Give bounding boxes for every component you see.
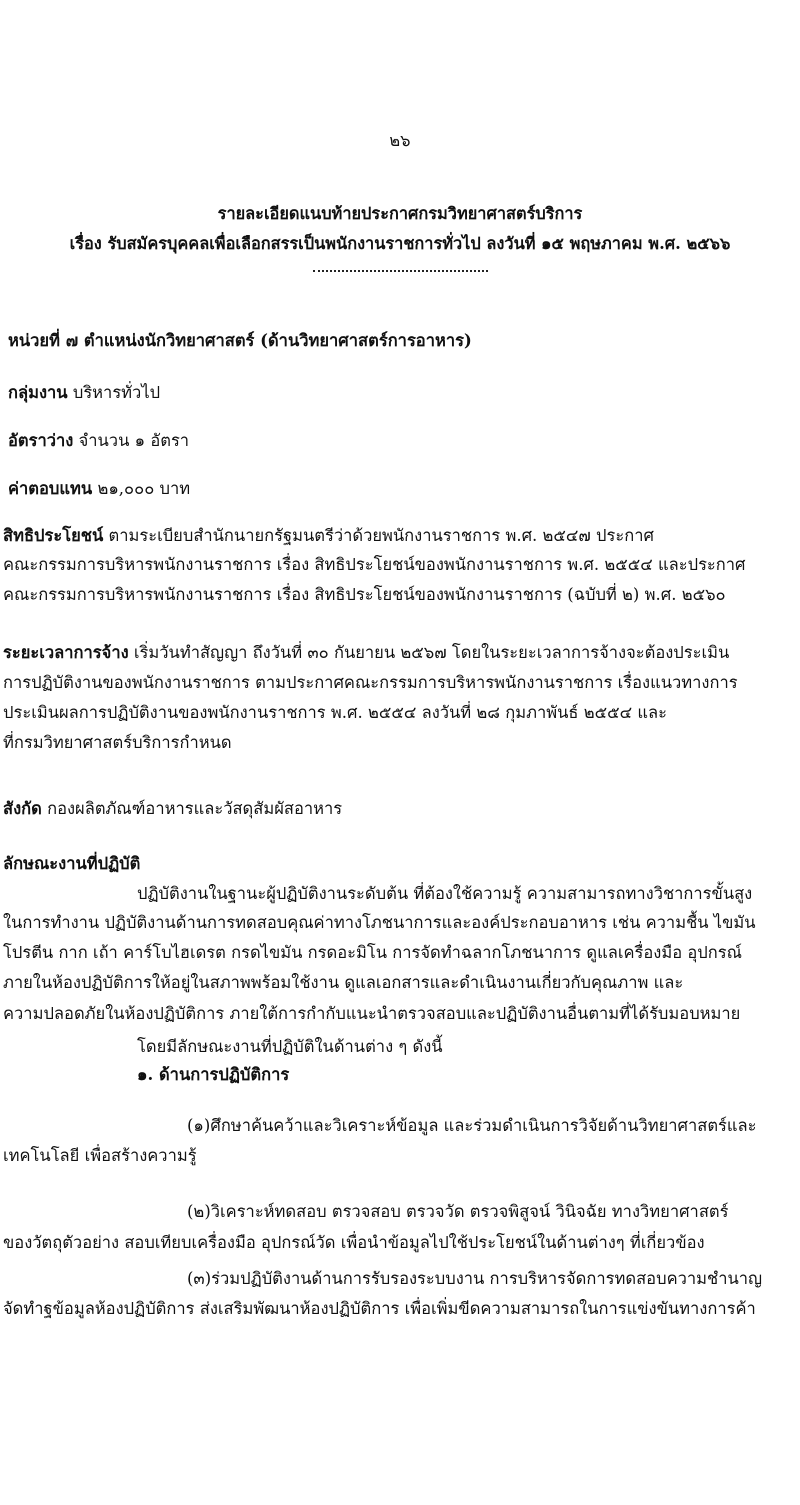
vacancy-label: อัตราว่าง	[8, 431, 74, 450]
affiliation	[3, 798, 342, 820]
work-group-label: กลุ่มงาน	[8, 383, 68, 402]
section-1-heading: ๑. ด้านการปฏิบัติการ	[137, 1065, 290, 1084]
period-line-2: การปฏิบัติงานของพนักงานราชการ ตามประกาศคณะกรรมการบริหารพนักงานราชการ เรื่องแนวทางการ	[3, 673, 738, 692]
item-3-line-1: (๓)ร่วมปฏิบัติงานด้านการรับรองระบบงาน การบริหารจัดการทดสอบความชำนาญ	[187, 1269, 763, 1288]
period-line-1	[3, 642, 729, 664]
item-1-line-2: เทคโนโลยี เพื่อสร้างความรู้	[3, 1146, 197, 1165]
salary-label: ค่าตอบแทน	[8, 479, 93, 498]
salary-value: ๒๑,๐๐๐ บาท	[97, 479, 191, 498]
unit-heading: หน่วยที่ ๗ ตำแหน่งนักวิทยาศาสตร์ (ด้านวิทยาศาสตร์การอาหาร)	[8, 331, 472, 350]
job-paragraph-line-2: ในการทำงาน ปฏิบัติงานด้านการทดสอบคุณค่าทางโภชนาการและองค์ประกอบอาหาร เช่น ความชื้น ไขมัน	[3, 913, 756, 932]
vacancy	[8, 430, 189, 452]
item-1-line-1: (๑)ศึกษาค้นคว้าและวิเคราะห์ข้อมูล และร่วมดำเนินการวิจัยด้านวิทยาศาสตร์และ	[187, 1116, 757, 1135]
benefits-line-3: คณะกรรมการบริหารพนักงานราชการ เรื่อง สิทธิประโยชน์ของพนักงานราชการ (ฉบับที่ ๒) พ.ศ. ๒๕๖๐	[3, 585, 726, 604]
item-2-line-1: (๒)วิเคราะห์ทดสอบ ตรวจสอบ ตรวจวัด ตรวจพิสูจน์ วินิจฉัย ทางวิทยาศาสตร์	[187, 1202, 729, 1221]
salary	[8, 478, 190, 500]
benefits-line-1	[3, 525, 654, 547]
item-3-line-2: จัดทำฐข้อมูลห้องปฏิบัติการ ส่งเสริมพัฒนาห้องปฏิบัติการ เพื่อเพิ่มขีดความสามารถในการแข่งขันทางการค้า	[3, 1299, 756, 1318]
job-heading: ลักษณะงานที่ปฏิบัติ	[3, 854, 141, 873]
benefits-line-2: คณะกรรมการบริหารพนักงานราชการ เรื่อง สิทธิประโยชน์ของพนักงานราชการ พ.ศ. ๒๕๕๔ และประกาศ	[3, 555, 746, 574]
job-paragraph-line-3: โปรตีน กาก เถ้า คาร์โบไฮเดรต กรดไขมัน กรดอะมิโน การจัดทำฉลากโภชนาการ ดูแลเครื่องมือ อุปกรณ์	[3, 943, 742, 962]
affiliation-label: สังกัด	[3, 799, 42, 818]
work-group	[8, 382, 160, 404]
vacancy-value: จำนวน ๑ อัตรา	[78, 431, 190, 450]
job-intro: โดยมีลักษณะงานที่ปฏิบัติในด้านต่าง ๆ ดังนี้	[137, 1037, 443, 1056]
benefits-text-1: ตามระเบียบสำนักนายกรัฐมนตรีว่าด้วยพนักงานราชการ พ.ศ. ๒๕๔๗ ประกาศ	[108, 526, 654, 545]
affiliation-value: กองผลิตภัณฑ์อาหารและวัสดุสัมผัสอาหาร	[47, 799, 343, 818]
item-2-line-2: ของวัตถุตัวอย่าง สอบเทียบเครื่องมือ อุปกรณ์วัด เพื่อนำข้อมูลไปใช้ประโยชน์ในด้านต่างๆ ที่เกี่ยวข้อง	[3, 1233, 705, 1252]
document-subject: เรื่อง รับสมัครบุคคลเพื่อเลือกสรรเป็นพนักงานราชการทั่วไป ลงวันที่ ๑๕ พฤษภาคม พ.ศ. ๒๕๖๖	[69, 234, 731, 253]
job-paragraph-line-5: ความปลอดภัยในห้องปฏิบัติการ ภายใต้การกำกับแนะนำตรวจสอบและปฏิบัติงานอื่นตามที่ได้รับมอบหมาย	[3, 1004, 741, 1023]
period-line-4: ที่กรมวิทยาศาสตร์บริการกำหนด	[3, 733, 232, 752]
dotted-separator	[313, 270, 488, 272]
benefits-label: สิทธิประโยชน์	[3, 526, 104, 545]
work-group-value: บริหารทั่วไป	[72, 383, 161, 402]
period-line-3: ประเมินผลการปฏิบัติงานของพนักงานราชการ พ.ศ. ๒๕๕๔ ลงวันที่ ๒๘ กุมภาพันธ์ ๒๕๕๔ และ	[3, 703, 667, 722]
job-paragraph-line-1: ปฏิบัติงานในฐานะผู้ปฏิบัติงานระดับต้น ที่ต้องใช้ความรู้ ความสามารถทางวิชาการขั้นสูง	[137, 884, 753, 903]
page-number: ๒๖	[389, 131, 411, 150]
document-title: รายละเอียดแนบท้ายประกาศกรมวิทยาศาสตร์บริการ	[217, 204, 583, 223]
job-paragraph-line-4: ภายในห้องปฏิบัติการให้อยู่ในสภาพพร้อมใช้งาน ดูแลเอกสารและดำเนินงานเกี่ยวกับคุณภาพ และ	[3, 973, 684, 992]
period-text-1: เริ่มวันทำสัญญา ถึงวันที่ ๓๐ กันยายน ๒๕๖๗ โดยในระยะเวลาการจ้างจะต้องประเมิน	[133, 643, 730, 662]
period-label: ระยะเวลาการจ้าง	[3, 643, 129, 662]
